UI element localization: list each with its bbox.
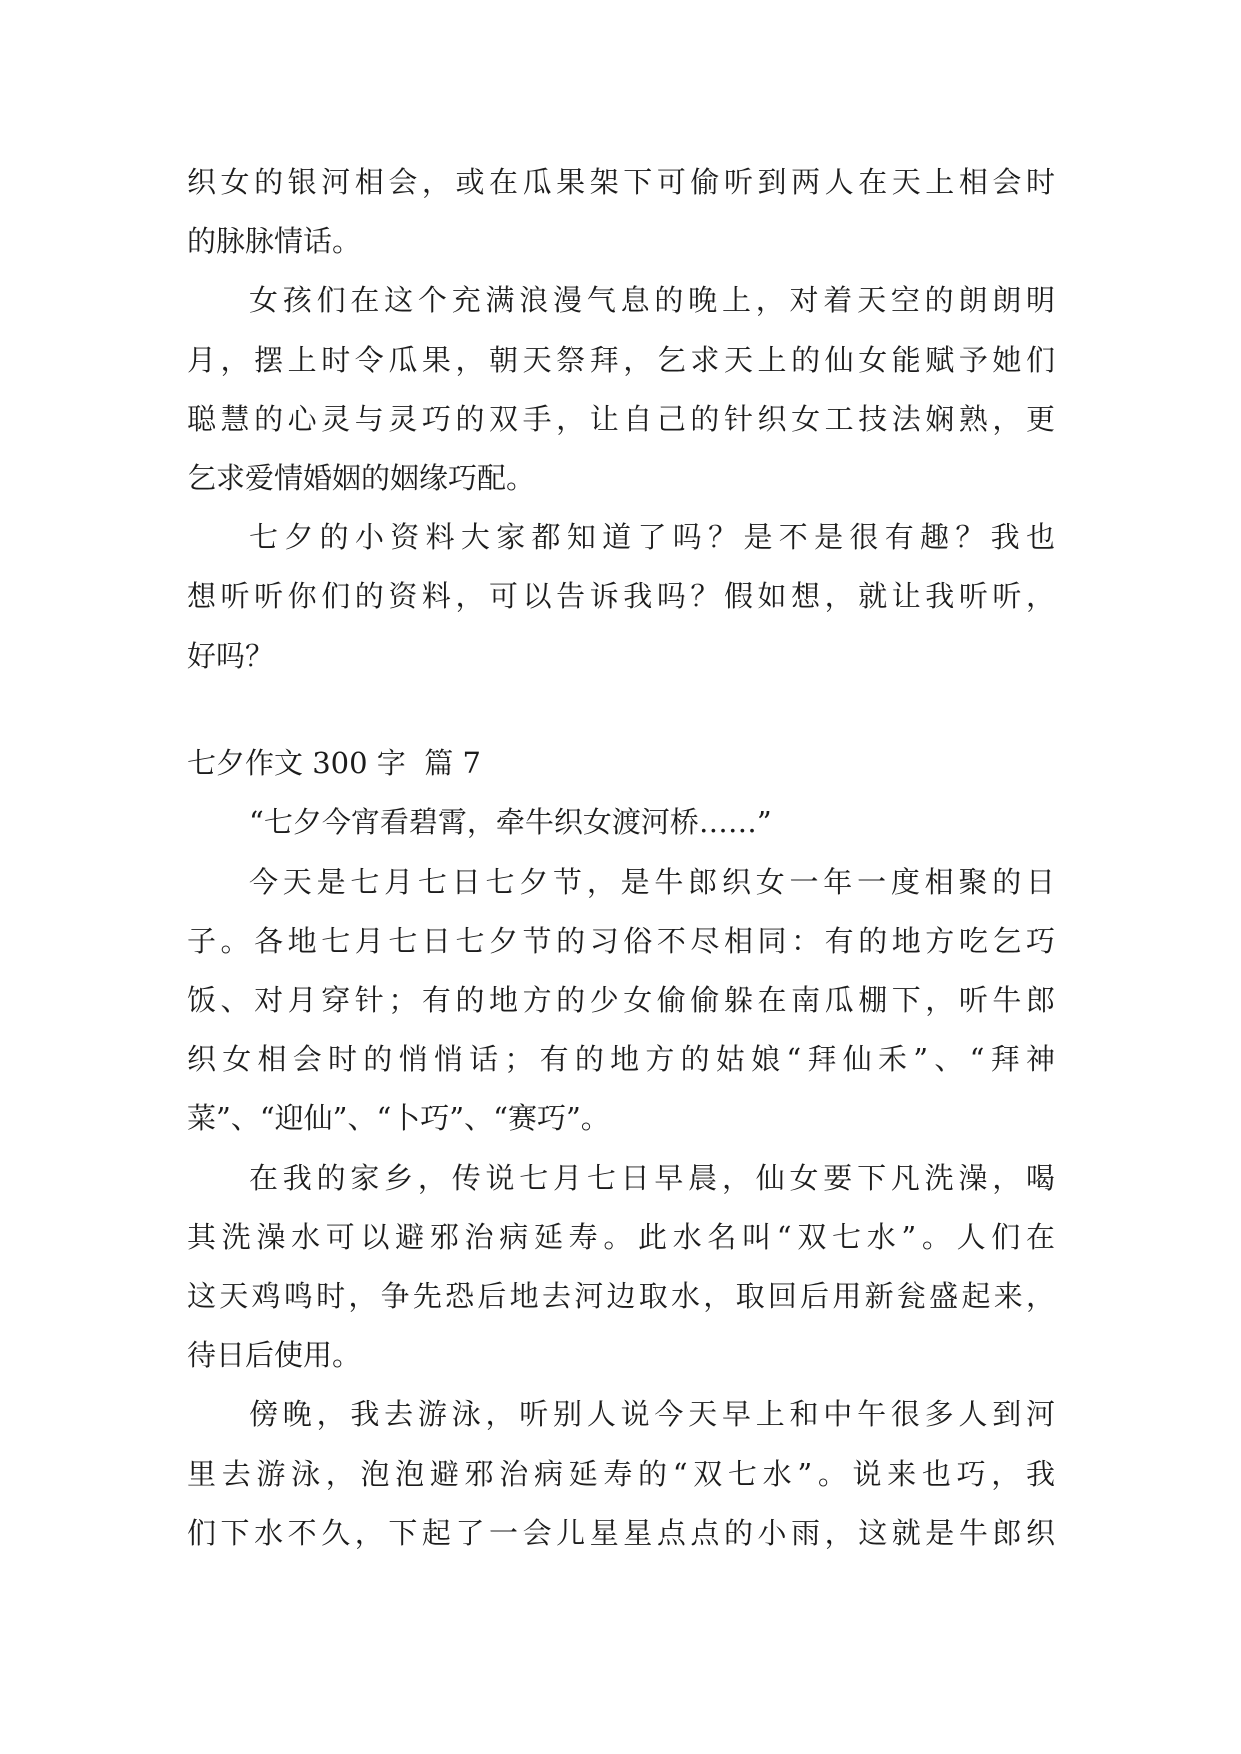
- paragraph: [187, 853, 1055, 1149]
- text-line: 们下水不久，下起了一会儿星星点点的小雨，这就是牛郎织: [187, 1515, 1055, 1550]
- quote-paragraph: [187, 793, 1055, 852]
- text-line: 月，摆上时令瓜果，朝天祭拜，乞求天上的仙女能赋予她们: [187, 342, 1055, 377]
- paragraph: [187, 1385, 1055, 1563]
- text-line: 乞求爱情婚姻的姻缘巧配。: [187, 460, 536, 495]
- text-line: 子。各地七月七日七夕节的习俗不尽相同：有的地方吃乞巧: [187, 923, 1055, 958]
- text-line: 的脉脉情话。: [187, 224, 362, 259]
- text-line: 织女的银河相会，或在瓜果架下可偷听到两人在天上相会时: [187, 165, 1055, 199]
- essay-heading: 七夕作文 300 字 篇 7: [187, 746, 481, 781]
- paragraph: [187, 1149, 1055, 1386]
- text-line: 七夕的小资料大家都知道了吗？是不是很有趣？我也: [249, 520, 1055, 555]
- text-line: 聪慧的心灵与灵巧的双手，让自己的针织女工技法娴熟，更: [187, 401, 1055, 436]
- text-line: 织女相会时的悄悄话；有的地方的姑娘“拜仙禾”、“拜神: [187, 1042, 1055, 1077]
- text-body: [187, 153, 1055, 1563]
- text-line: “七夕今宵看碧霄，牵牛织女渡河桥……”: [249, 805, 772, 840]
- text-line: 女孩们在这个充满浪漫气息的晚上，对着天空的朗朗明: [249, 283, 1055, 318]
- paragraph: [187, 508, 1055, 686]
- text-line: 今天是七月七日七夕节，是牛郎织女一年一度相聚的日: [249, 864, 1055, 899]
- text-line: 饭、对月穿针；有的地方的少女偷偷躲在南瓜棚下，听牛郎: [187, 983, 1055, 1018]
- text-line: 待日后使用。: [187, 1338, 362, 1373]
- text-line: 傍晚，我去游泳，听别人说今天早上和中午很多人到河: [249, 1397, 1055, 1432]
- text-line: 好吗？: [187, 638, 275, 673]
- paragraph: [187, 271, 1055, 508]
- text-line: 想听听你们的资料，可以告诉我吗？假如想，就让我听听，: [187, 579, 1055, 614]
- text-line: 在我的家乡，传说七月七日早晨，仙女要下凡洗澡，喝: [249, 1160, 1055, 1195]
- text-line: 这天鸡鸣时，争先恐后地去河边取水，取回后用新瓮盛起来，: [187, 1278, 1055, 1313]
- text-line: 其洗澡水可以避邪治病延寿。此水名叫“双七水”。人们在: [187, 1219, 1055, 1254]
- text-line: 里去游泳，泡泡避邪治病延寿的“双七水”。说来也巧，我: [187, 1456, 1055, 1491]
- text-line: 菜”、“迎仙”、“卜巧”、“赛巧”。: [187, 1101, 610, 1136]
- paragraph-continued: [187, 153, 1055, 271]
